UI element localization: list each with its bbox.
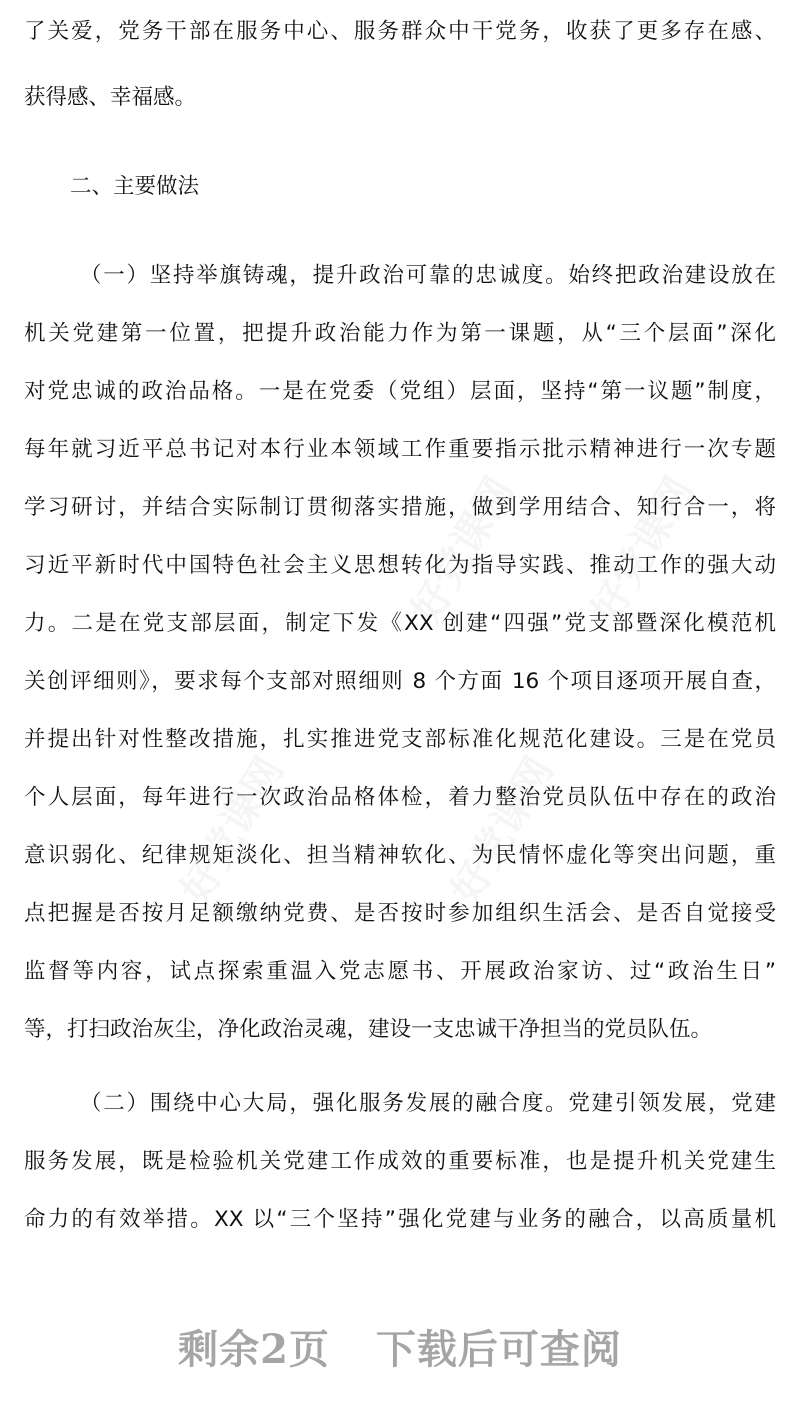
paragraph-1-line: 意识弱化、纪律规矩淡化、担当精神软化、为民情怀虚化等突出问题，重 [24,843,776,868]
paragraph-2-line: 服务发展，既是检验机关党建工作成效的重要标准，也是提升机关党建生 [24,1149,776,1174]
paragraph-1-line: 每年就习近平总书记对本行业本领域工作重要指示批示精神进行一次专题 [24,437,776,462]
paragraph-1-line: 等，打扫政治灰尘，净化政治灵魂，建设一支忠诚干净担当的党员队伍。 [24,1017,713,1042]
text-line: 获得感、幸福感。 [24,85,197,110]
paragraph-1-line: 个人层面，每年进行一次政治品格体检，着力整治党员队伍中存在的政治 [24,785,776,810]
paragraph-1-line: 并提出针对性整改措施，扎实推进党支部标准化规范化建设。三是在党员 [24,727,776,752]
paragraph-2-line: 命力的有效举措。XX 以“三个坚持”强化党建与业务的融合，以高质量机 [24,1207,776,1232]
paragraph-1-line: 习近平新时代中国特色社会主义思想转化为指导实践、推动工作的强大动 [24,553,776,578]
paragraph-1-line: （一）坚持举旗铸魂，提升政治可靠的忠诚度。始终把政治建设放在 [80,263,776,288]
paragraph-2-line: （二）围绕中心大局，强化服务发展的融合度。党建引领发展，党建 [80,1091,776,1116]
paragraph-1-line: 学习研讨，并结合实际制订贯彻落实措施，做到学用结合、知行合一，将 [24,495,776,520]
text-line: 了关爱，党务干部在服务中心、服务群众中干党务，收获了更多存在感、 [24,19,776,44]
paragraph-1-line: 点把握是否按月足额缴纳党费、是否按时参加组织生活会、是否自觉接受 [24,901,776,926]
paragraph-1-line: 监督等内容，试点探索重温入党志愿书、开展政治家访、过“政治生日” [24,959,776,984]
watermark: 好党课网 [173,749,293,912]
download-hint-label[interactable]: 下载后可查阅 [375,1326,622,1373]
paragraph-1-line: 对党忠诚的政治品格。一是在党委（党组）层面，坚持“第一议题”制度， [24,379,776,404]
download-prompt-banner[interactable] [0,1318,800,1375]
watermark: 好党课网 [443,749,563,912]
remaining-pages-label: 剩余2页 [178,1326,330,1373]
paragraph-1-line: 力。二是在党支部层面，制定下发《XX 创建“四强”党支部暨深化模范机 [24,611,776,636]
paragraph-1-line: 机关党建第一位置，把提升政治能力作为第一课题，从“三个层面”深化 [24,321,776,346]
section-heading: 二、主要做法 [70,174,200,199]
paragraph-1-line: 关创评细则》，要求每个支部对照细则 8 个方面 16 个项目逐项开展自查， [24,669,776,694]
watermark: 好党课网 [583,469,703,632]
watermark: 好党课网 [403,469,523,632]
